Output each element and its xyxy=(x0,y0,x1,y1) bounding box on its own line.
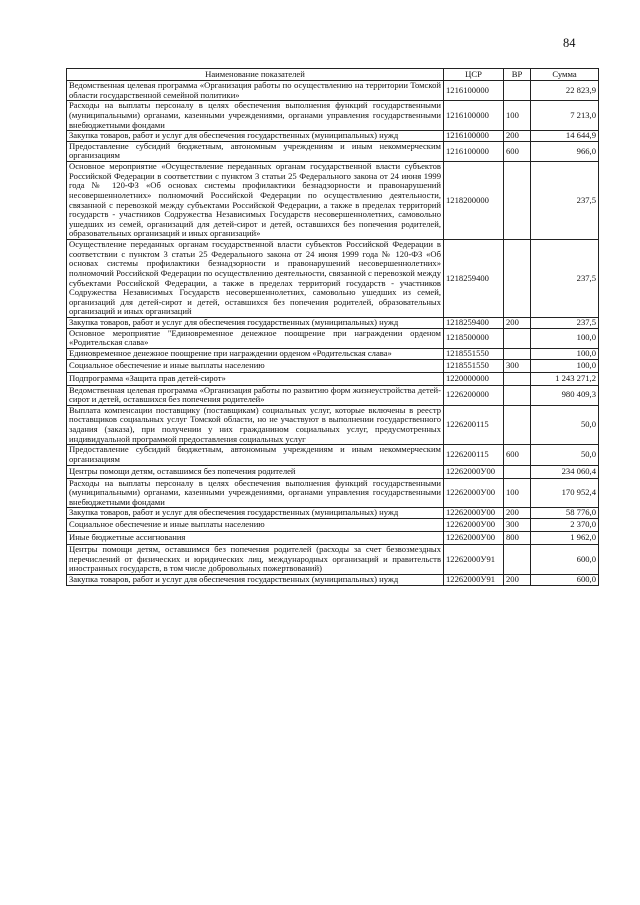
row-sum: 170 952,4 xyxy=(531,478,599,508)
row-vr: 100 xyxy=(504,478,531,508)
row-sum: 600,0 xyxy=(531,545,599,575)
row-vr xyxy=(504,162,531,240)
row-csr: 1218551550 xyxy=(444,359,504,372)
row-sum: 7 213,0 xyxy=(531,101,599,131)
row-name: Основное мероприятие «Осуществление переданных органам государственной власти субъектов Российской Федерации в соответствии с пунктом 3 статьи 25 Федерального закона от 24 июня 1999 года № 120-ФЗ «Об основах системы профилактики безнадзорности и правонарушений несовершеннолетних» полномочий Российской Федерации по осуществлению деятельности, связанной с перевозкой между субъектами Российской Федерации, а также в пределах территорий государств - участников Содружества Независимых Государств несовершеннолетних, самовольно ушедших из семей, организаций для детей-сирот и детей, оставшихся без попечения родителей, образовательных организаций и иных организаций» xyxy=(67,162,444,240)
row-vr xyxy=(504,328,531,348)
row-sum: 980 409,3 xyxy=(531,385,599,405)
table-row xyxy=(67,348,599,359)
header-name: Наименование показателей xyxy=(67,69,444,81)
row-vr: 600 xyxy=(504,445,531,465)
table-row xyxy=(67,141,599,161)
row-sum: 237,5 xyxy=(531,240,599,318)
row-name: Иные бюджетные ассигнования xyxy=(67,532,444,545)
table-row xyxy=(67,318,599,329)
row-vr xyxy=(504,385,531,405)
row-csr: 1226200115 xyxy=(444,405,504,445)
row-name: Основное мероприятие "Единовременное денежное поощрение при награждении орденом «Родительская слава» xyxy=(67,328,444,348)
row-vr: 200 xyxy=(504,508,531,519)
table-row xyxy=(67,478,599,508)
row-name: Расходы на выплаты персоналу в целях обеспечения выполнения функций государственными (муниципальными) органами, казенными учреждениями, органами управления государственными внебюджетными фондами xyxy=(67,478,444,508)
row-name: Осуществление переданных органам государственной власти субъектов Российской Федерации в соответствии с пунктом 3 статьи 25 Федерального закона от 24 июня 1999 года № 120-ФЗ «Об основах системы профилактики безнадзорности и правонарушений несовершеннолетних» полномочий Российской Федерации по осуществлению деятельности, связанной с перевозкой между субъектами Российской Федерации, а также в пределах территорий государств - участников Содружества Независимых Государств несовершеннолетних, самовольно ушедших из семей, организаций для детей-сирот и детей, оставшихся без попечения родителей, образовательных организаций и иных организаций xyxy=(67,240,444,318)
row-vr: 200 xyxy=(504,131,531,142)
table-row xyxy=(67,385,599,405)
row-name: Предоставление субсидий бюджетным, автономным учреждениям и иным некоммерческим организациям xyxy=(67,445,444,465)
row-name: Расходы на выплаты персоналу в целях обеспечения выполнения функций государственными (муниципальными) органами, казенными учреждениями, органами управления государственными внебюджетными фондами xyxy=(67,101,444,131)
row-vr: 200 xyxy=(504,318,531,329)
row-name: Центры помощи детям, оставшимся без попечения родителей (расходы за счет безвозмездных перечислений от физических и юридических лиц, международных организаций и правительств иностранных государств, в том числе добровольных пожертвований) xyxy=(67,545,444,575)
row-sum: 100,0 xyxy=(531,359,599,372)
row-name: Закупка товаров, работ и услуг для обеспечения государственных (муниципальных) нужд xyxy=(67,318,444,329)
row-vr xyxy=(504,372,531,385)
row-csr: 12262000У91 xyxy=(444,574,504,585)
row-name: Подпрограмма «Защита прав детей-сирот» xyxy=(67,372,444,385)
row-name: Предоставление субсидий бюджетным, автономным учреждениям и иным некоммерческим организациям xyxy=(67,141,444,161)
row-sum: 1 962,0 xyxy=(531,532,599,545)
row-vr: 300 xyxy=(504,519,531,532)
row-sum: 100,0 xyxy=(531,348,599,359)
row-name: Ведомственная целевая программа «Организация работы по развитию форм жизнеустройства детей-сирот и детей, оставшихся без попечения родителей» xyxy=(67,385,444,405)
row-sum: 14 644,9 xyxy=(531,131,599,142)
row-csr: 1218551550 xyxy=(444,348,504,359)
row-csr: 12262000У00 xyxy=(444,478,504,508)
row-sum: 58 776,0 xyxy=(531,508,599,519)
row-sum: 1 243 271,2 xyxy=(531,372,599,385)
row-sum: 237,5 xyxy=(531,318,599,329)
table-row xyxy=(67,545,599,575)
table-row xyxy=(67,101,599,131)
row-name: Центры помощи детям, оставшимся без попечения родителей xyxy=(67,465,444,478)
table-row xyxy=(67,81,599,101)
row-name: Выплата компенсации поставщику (поставщикам) социальных услуг, которые включены в реестр поставщиков социальных услуг Томской области, но не участвуют в выполнении государственного задания (заказа), при получении у них гражданином социальных услуг, предусмотренных индивидуальной программой предоставления социальных услуг xyxy=(67,405,444,445)
row-csr: 12262000У00 xyxy=(444,532,504,545)
table-row xyxy=(67,519,599,532)
row-name: Закупка товаров, работ и услуг для обеспечения государственных (муниципальных) нужд xyxy=(67,574,444,585)
table-row xyxy=(67,465,599,478)
header-csr: ЦСР xyxy=(444,69,504,81)
table-row xyxy=(67,131,599,142)
row-sum: 966,0 xyxy=(531,141,599,161)
row-vr: 300 xyxy=(504,359,531,372)
row-csr: 12262000У00 xyxy=(444,519,504,532)
row-csr: 1216100000 xyxy=(444,131,504,142)
table-row xyxy=(67,328,599,348)
row-csr: 12262000У00 xyxy=(444,508,504,519)
row-csr: 1216100000 xyxy=(444,141,504,161)
page-number: 84 xyxy=(563,36,576,50)
row-vr xyxy=(504,405,531,445)
row-sum: 50,0 xyxy=(531,445,599,465)
row-name: Социальное обеспечение и иные выплаты населению xyxy=(67,519,444,532)
row-vr xyxy=(504,545,531,575)
table-row xyxy=(67,532,599,545)
row-sum: 237,5 xyxy=(531,162,599,240)
table-row xyxy=(67,359,599,372)
table-row xyxy=(67,162,599,240)
row-csr: 12262000У00 xyxy=(444,465,504,478)
row-sum: 2 370,0 xyxy=(531,519,599,532)
row-csr: 1226200000 xyxy=(444,385,504,405)
header-vr: ВР xyxy=(504,69,531,81)
table-header-row xyxy=(67,69,599,81)
row-vr xyxy=(504,81,531,101)
row-name: Закупка товаров, работ и услуг для обеспечения государственных (муниципальных) нужд xyxy=(67,508,444,519)
row-csr: 1218200000 xyxy=(444,162,504,240)
table-row xyxy=(67,445,599,465)
row-sum: 50,0 xyxy=(531,405,599,445)
row-vr: 800 xyxy=(504,532,531,545)
row-vr xyxy=(504,348,531,359)
row-name: Социальное обеспечение и иные выплаты населению xyxy=(67,359,444,372)
row-sum: 234 060,4 xyxy=(531,465,599,478)
row-name: Ведомственная целевая программа «Организация работы по осуществлению на территории Томской области государственной семейной политики» xyxy=(67,81,444,101)
row-name: Закупка товаров, работ и услуг для обеспечения государственных (муниципальных) нужд xyxy=(67,131,444,142)
table-row xyxy=(67,508,599,519)
header-sum: Сумма xyxy=(531,69,599,81)
table-row xyxy=(67,240,599,318)
row-csr: 1216100000 xyxy=(444,101,504,131)
row-csr: 1218259400 xyxy=(444,318,504,329)
row-csr: 1218500000 xyxy=(444,328,504,348)
row-sum: 22 823,9 xyxy=(531,81,599,101)
budget-table xyxy=(66,68,599,586)
row-vr: 200 xyxy=(504,574,531,585)
row-csr: 1226200115 xyxy=(444,445,504,465)
row-vr: 600 xyxy=(504,141,531,161)
row-sum: 600,0 xyxy=(531,574,599,585)
row-vr xyxy=(504,465,531,478)
row-csr: 1216100000 xyxy=(444,81,504,101)
table-row xyxy=(67,574,599,585)
row-csr: 1220000000 xyxy=(444,372,504,385)
row-csr: 1218259400 xyxy=(444,240,504,318)
row-name: Единовременное денежное поощрение при награждении орденом «Родительская слава» xyxy=(67,348,444,359)
row-vr: 100 xyxy=(504,101,531,131)
row-vr xyxy=(504,240,531,318)
row-csr: 12262000У91 xyxy=(444,545,504,575)
table-row xyxy=(67,405,599,445)
table-row xyxy=(67,372,599,385)
row-sum: 100,0 xyxy=(531,328,599,348)
